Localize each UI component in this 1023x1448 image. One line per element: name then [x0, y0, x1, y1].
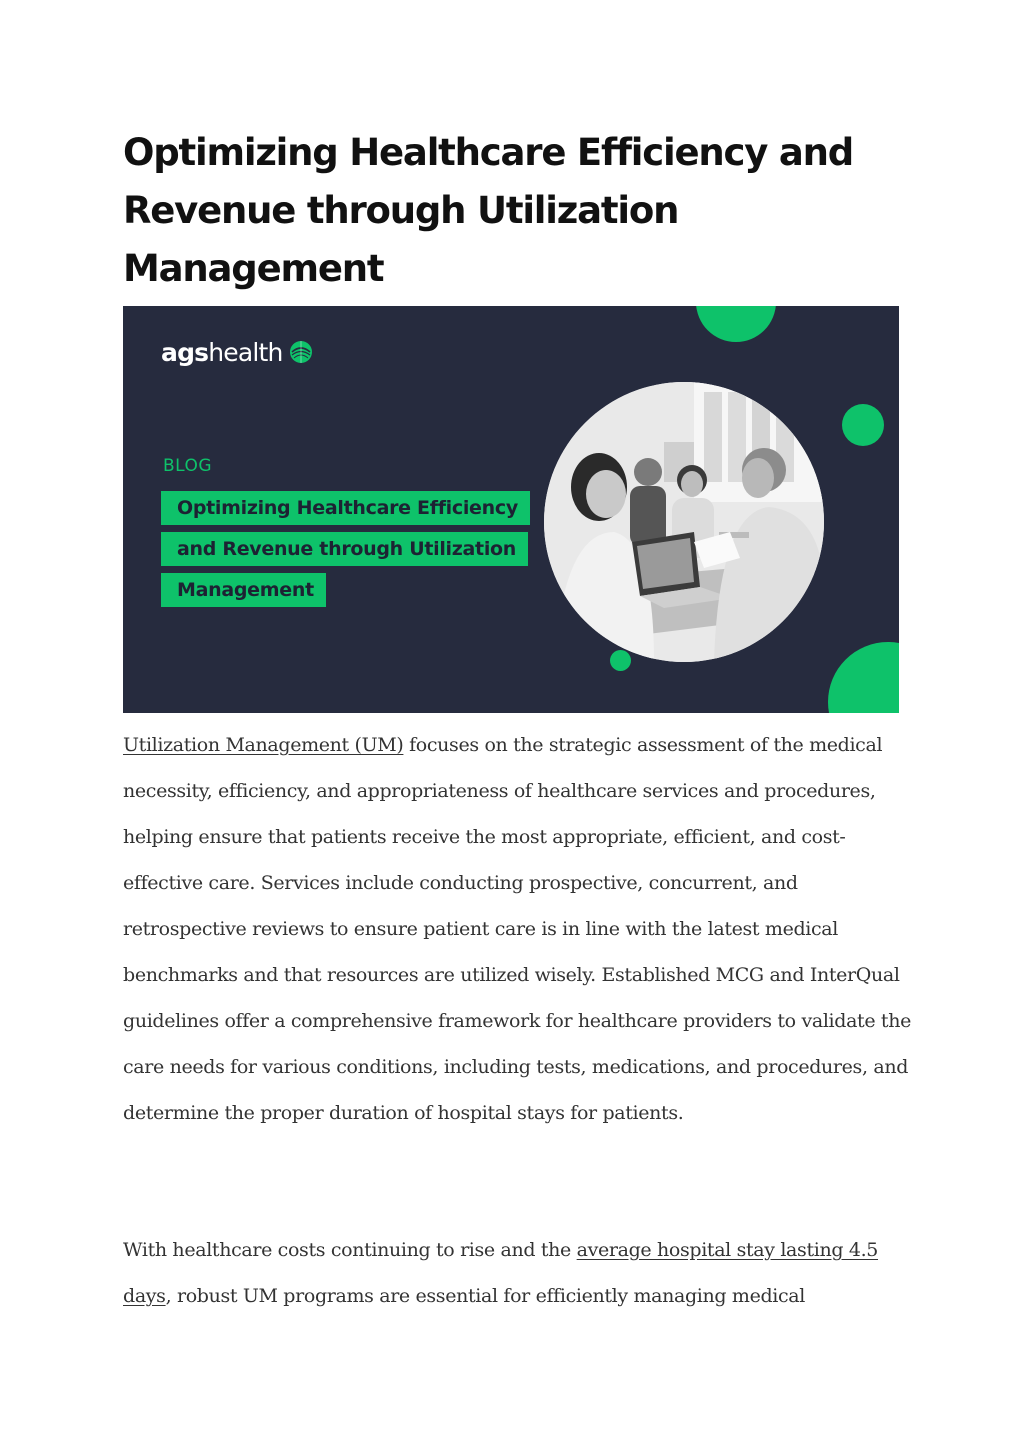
banner-headline-line: Optimizing Healthcare Efficiency: [161, 491, 530, 525]
ags-health-logo: [161, 332, 313, 372]
paragraph-text: With healthcare costs continuing to rise and the: [123, 1239, 577, 1261]
utilization-management-link[interactable]: Utilization Management (UM): [123, 734, 404, 756]
logo-primary-text: ags: [161, 337, 209, 367]
banner-headline-line: Management: [161, 573, 326, 607]
banner-headline-line: and Revenue through Utilization: [161, 532, 528, 566]
average-hospital-stay-link[interactable]: average hospital stay lasting 4.5 days: [123, 1239, 879, 1307]
paragraph-text: , robust UM programs are essential for efficiently managing medical: [165, 1285, 805, 1307]
body-paragraph: [123, 1227, 913, 1319]
blog-tag: BLOG: [163, 456, 213, 476]
logo-secondary-text: health: [208, 337, 283, 367]
page-title: Optimizing Healthcare Efficiency and Revenue through Utilization Management: [123, 131, 854, 290]
business-meeting-photo: [544, 382, 824, 662]
paragraph-text: focuses on the strategic assessment of the medical necessity, efficiency, and appropriateness of healthcare services and procedures, helping ensure that patients receive the most appropriate, efficient, and cost-effective care. Services include conducting prospective, concurrent, and retrospective reviews to ensure patient care is in line with the latest medical benchmarks and that resources are utilized wisely. Established MCG and InterQual guidelines offer a comprehensive framework for healthcare providers to validate the care needs for various conditions, including tests, medications, and procedures, and determine the proper duration of hospital stays for patients.: [123, 734, 911, 1124]
blog-banner: [123, 306, 899, 713]
globe-mark-icon: [289, 340, 313, 364]
decorative-circle: [696, 306, 776, 342]
decorative-circle: [828, 642, 899, 713]
decorative-circle: [842, 404, 884, 446]
body-paragraph: [123, 722, 913, 1136]
decorative-circle: [610, 650, 631, 671]
